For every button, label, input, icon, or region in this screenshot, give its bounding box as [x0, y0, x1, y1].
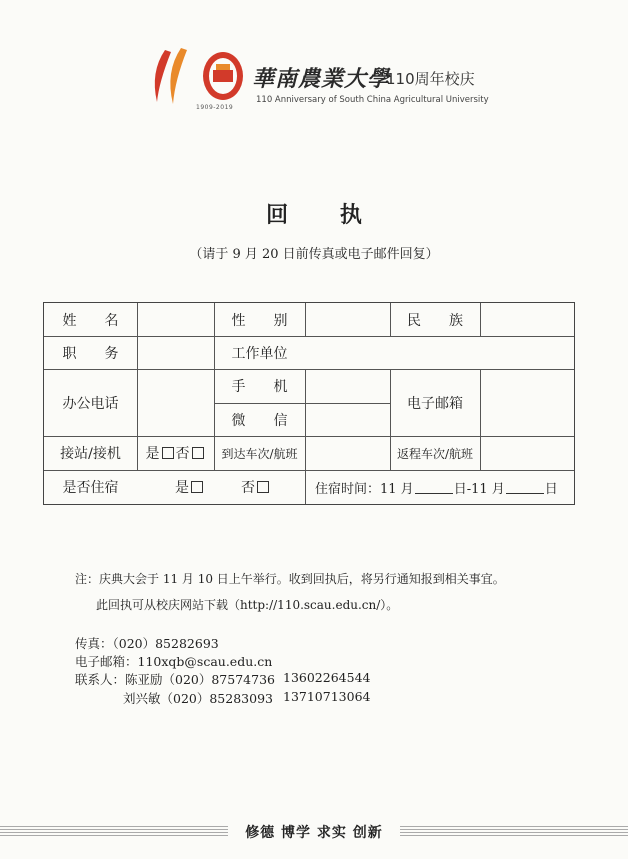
anniversary-title: 110周年校庆 [386, 70, 475, 88]
lodging-choice [137, 470, 305, 504]
contact-person-1: 联系人：陈亚励（020）87574736 [75, 672, 275, 687]
name-label: 姓 名 [62, 312, 119, 329]
wechat-field[interactable] [305, 403, 390, 436]
receipt-form-table [43, 302, 575, 505]
page-subtitle: （请于 9 月 20 日前传真或电子邮件回复） [189, 247, 439, 262]
mobile-field[interactable] [305, 369, 390, 403]
footer-stripe-right [400, 826, 628, 836]
lodging-yes-label: 是 [175, 480, 189, 496]
gender-label: 性 别 [231, 312, 288, 329]
return-field[interactable] [480, 436, 574, 470]
lodging-yes-checkbox[interactable] [191, 481, 203, 493]
position-field[interactable] [137, 336, 214, 369]
name-field[interactable] [137, 303, 214, 336]
footer-motto: 修德 博学 求实 创新 [245, 825, 383, 841]
years-caption: 1909-2019 [196, 104, 234, 111]
anniversary-english-title: 110 Anniversary of South China Agricultural University [256, 95, 489, 105]
lodging-time-prefix: 住宿时间：11 月 [315, 481, 414, 497]
pickup-yes-checkbox[interactable] [162, 447, 174, 459]
footer-stripe-left [0, 826, 228, 836]
arrival-label: 到达车次/航班 [221, 446, 298, 461]
contact-person-2-mobile: 13710713064 [283, 689, 371, 704]
contact-person-2: 刘兴敏（020）85283093 [123, 691, 273, 706]
lodging-label: 是否住宿 [62, 480, 119, 496]
university-anniversary-logo [145, 42, 245, 112]
mobile-label: 手 机 [231, 379, 288, 395]
contact-email: 电子邮箱：110xqb@scau.edu.cn [75, 654, 273, 669]
workplace-label: 工作单位 [231, 345, 288, 362]
pickup-yes-label: 是 [145, 446, 160, 462]
contact-fax: 传真：（020）85282693 [75, 636, 219, 651]
lodging-end-day-field[interactable] [506, 481, 544, 494]
gender-field[interactable] [305, 303, 390, 336]
lodging-time [305, 470, 574, 504]
office-phone-label: 办公电话 [62, 395, 119, 412]
email-label: 电子邮箱 [407, 395, 463, 412]
pickup-no-checkbox[interactable] [192, 447, 204, 459]
position-label: 职 务 [62, 345, 119, 362]
pickup-no-label: 否 [175, 446, 190, 462]
workplace-field[interactable] [305, 336, 574, 369]
email-field[interactable] [480, 369, 574, 436]
note-line-2: 此回执可从校庆网站下载（http://110.scau.edu.cn/）。 [96, 598, 399, 612]
school-name-calligraphy: 華南農業大學 [252, 66, 391, 92]
wechat-label: 微 信 [231, 412, 288, 429]
lodging-time-suffix: 日 [544, 481, 558, 497]
page-title: 回 执 [266, 202, 384, 228]
office-phone-field[interactable] [137, 369, 214, 436]
pickup-choice [137, 436, 214, 470]
arrival-field[interactable] [305, 436, 390, 470]
lodging-no-label: 否 [241, 480, 255, 496]
return-label: 返程车次/航班 [396, 446, 474, 461]
lodging-start-day-field[interactable] [415, 481, 453, 494]
note-line-1: 注：庆典大会于 11 月 10 日上午举行。收到回执后，将另行通知报到相关事宜。 [75, 572, 505, 586]
contact-person-1-mobile: 13602264544 [283, 670, 371, 685]
lodging-time-mid: 日-11 月 [453, 481, 505, 497]
lodging-no-checkbox[interactable] [257, 481, 269, 493]
pickup-label: 接站/接机 [60, 446, 121, 462]
ethnicity-label: 民 族 [407, 312, 463, 329]
ethnicity-field[interactable] [480, 303, 574, 336]
